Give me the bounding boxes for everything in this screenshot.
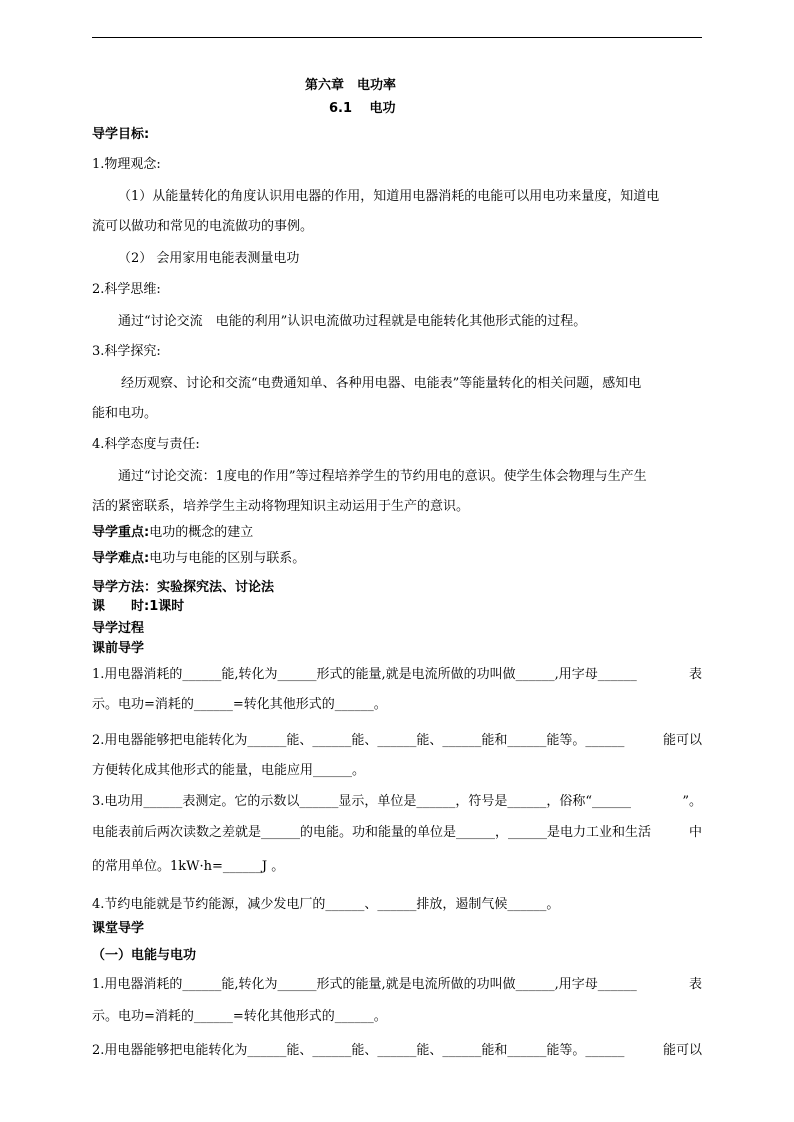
pre-q3-line2-right: 中 (688, 825, 702, 840)
in-q2-line1-left: 2.用电器能够把电能转化为______能、______能、______能、______能和______能等。______ (92, 1043, 625, 1058)
in-q2-line1 (92, 1043, 702, 1059)
thinking-label: 2.科学思维: (92, 282, 161, 297)
pre-q1-line1-right: 表 (688, 667, 702, 682)
difficulty (92, 551, 305, 567)
physics-label: 1.物理观念: (92, 157, 161, 172)
pre-q3-line2 (92, 825, 702, 841)
method: 导学方法：实验探究法、讨论法 (92, 580, 275, 595)
in-class-heading: 课堂导学 (92, 921, 145, 936)
in-q1-line1-right: 表 (688, 977, 702, 992)
section-title: 6.1 电功 (329, 101, 396, 116)
attitude-line1: 通过“讨论交流：1度电的作用”等过程培养学生的节约用电的意识。使学生体会物理与生产生 (118, 469, 647, 484)
difficulty-text: 电功与电能的区别与联系。 (149, 551, 306, 566)
pre-q3-line1 (92, 794, 702, 810)
attitude-label: 4.科学态度与责任: (92, 437, 200, 452)
pre-q1-line2: 示。电功=消耗的______=转化其他形式的______。 (92, 697, 387, 712)
pre-q1-line1 (92, 667, 702, 683)
physics-item1-line1: （1）从能量转化的角度认识用电器的作用，知道用电器消耗的电能可以用电功来量度，知道电 (118, 189, 660, 204)
inquiry-label: 3.科学探究: (92, 344, 161, 359)
process-heading: 导学过程 (92, 621, 145, 636)
pre-q3-line3: 的常用单位。1kW·h=______J 。 (92, 859, 285, 874)
physics-item1-line2: 流可以做功和常见的电流做功的事例。 (92, 219, 314, 234)
hours (92, 599, 184, 615)
pre-q2-line1-right: 能可以 (662, 733, 702, 748)
pre-class-heading: 课前导学 (92, 641, 145, 656)
chapter-title: 第六章 电功率 (305, 78, 397, 93)
key-point-text: 电功的概念的建立 (149, 525, 254, 540)
key-point-label: 导学重点: (92, 525, 150, 540)
attitude-line2: 活的紧密联系，培养学生主动将物理知识主动运用于生产的意识。 (92, 499, 470, 514)
in-q1-line1-left: 1.用电器消耗的______能,转化为______形式的能量,就是电流所做的功叫做______,用字母______ (92, 977, 637, 992)
physics-item2: （2） 会用家用电能表测量电功 (118, 251, 300, 266)
inquiry-line2: 能和电功。 (92, 406, 158, 421)
hours-label: 课 时: (92, 599, 150, 614)
hours-text: 1课时 (149, 599, 185, 614)
key-point (92, 525, 253, 541)
in-q1-line1 (92, 977, 702, 993)
pre-q1-line1-left: 1.用电器消耗的______能,转化为______形式的能量,就是电流所做的功叫做______,用字母______ (92, 667, 637, 682)
pre-q3-line1-left: 3.电功用______表测定。它的示数以______显示，单位是______，符号是______，俗称“______ (92, 794, 632, 809)
in-q1-line2: 示。电功=消耗的______=转化其他形式的______。 (92, 1009, 387, 1024)
difficulty-label: 导学难点: (92, 551, 150, 566)
pre-q4: 4.节约电能就是节约能源，减少发电厂的______、______排放，遏制气候______。 (92, 897, 560, 912)
pre-q3-line2-left: 电能表前后两次读数之差就是______的电能。功和能量的单位是______，______是电力工业和生活 (92, 825, 652, 840)
pre-q3-line1-right: ”。 (682, 794, 702, 809)
pre-q2-line1 (92, 733, 702, 749)
header-rule (92, 37, 702, 38)
pre-q2-line2: 方便转化成其他形式的能量，电能应用______。 (92, 763, 366, 778)
in-q2-line1-right: 能可以 (662, 1043, 702, 1058)
inquiry-line1: 经历观察、讨论和交流“电费通知单、各种用电器、电能表”等能量转化的相关问题，感知电 (121, 376, 642, 391)
in-class-sub-heading: （一）电能与电功 (92, 948, 197, 963)
pre-q2-line1-left: 2.用电器能够把电能转化为______能、______能、______能、______能和______能等。______ (92, 733, 625, 748)
objectives-heading: 导学目标: (92, 127, 150, 142)
thinking-text: 通过“讨论交流 电能的利用”认识电流做功过程就是电能转化其他形式能的过程。 (118, 314, 587, 329)
